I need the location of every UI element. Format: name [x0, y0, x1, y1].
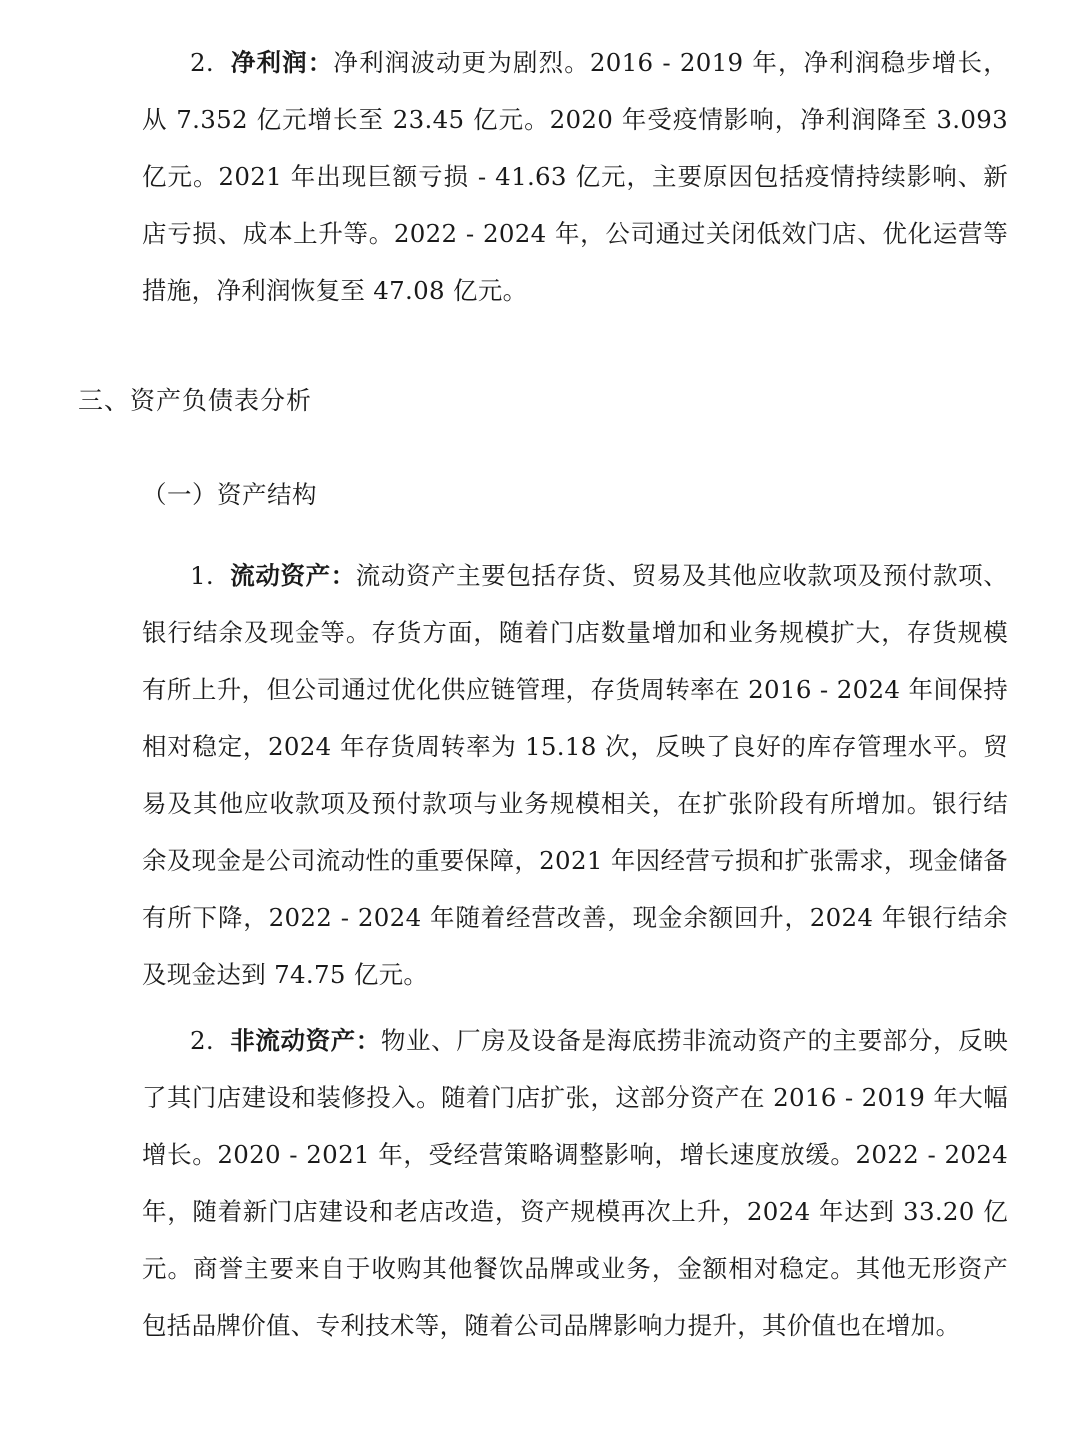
paragraph-number: 1.	[190, 561, 214, 590]
paragraph-non-current-assets	[142, 1012, 1008, 1354]
paragraph-lead-term: 流动资产：	[229, 561, 356, 590]
paragraph-lead-term: 净利润：	[229, 48, 334, 77]
paragraph-body: 物业、厂房及设备是海底捞非流动资产的主要部分，反映了其门店建设和装修投入。随着门店扩张，这部分资产在 2016 - 2019 年大幅增长。2020 - 2021 年，受经营策略调整影响，增长速度放缓。2022 - 2024 年，随着新门店建设和老店改造，资产规模再次上升，2024 年达到 33.20 亿元。商誉主要来自于收购其他餐饮品牌或业务，金额相对稳定。其他无形资产包括品牌价值、专利技术等，随着公司品牌影响力提升，其价值也在增加。	[142, 1026, 1008, 1340]
paragraph-lead-term: 非流动资产：	[229, 1026, 381, 1055]
paragraph-number: 2.	[190, 48, 214, 77]
subsection-heading: （一）资产结构	[142, 480, 317, 509]
paragraph-net-profit	[142, 34, 1008, 319]
paragraph-body: 流动资产主要包括存货、贸易及其他应收款项及预付款项、银行结余及现金等。存货方面，随着门店数量增加和业务规模扩大，存货规模有所上升，但公司通过优化供应链管理，存货周转率在 2016 - 2024 年间保持相对稳定，2024 年存货周转率为 15.18 次，反映了良好的库存管理水平。贸易及其他应收款项及预付款项与业务规模相关，在扩张阶段有所增加。银行结余及现金是公司流动性的重要保障，2021 年因经营亏损和扩张需求，现金储备有所下降，2022 - 2024 年随着经营改善，现金余额回升，2024 年银行结余及现金达到 74.75 亿元。	[142, 561, 1009, 989]
paragraph-number: 2.	[190, 1026, 214, 1055]
section-heading: 三、资产负债表分析	[78, 386, 313, 415]
paragraph-current-assets	[142, 547, 1008, 1003]
paragraph-body: 净利润波动更为剧烈。2016 - 2019 年，净利润稳步增长，从 7.352 亿元增长至 23.45 亿元。2020 年受疫情影响，净利润降至 3.093 亿元。2021 年出现巨额亏损 - 41.63 亿元，主要原因包括疫情持续影响、新店亏损、成本上升等。2022 - 2024 年，公司通过关闭低效门店、优化运营等措施，净利润恢复至 47.08 亿元。	[142, 48, 1008, 305]
